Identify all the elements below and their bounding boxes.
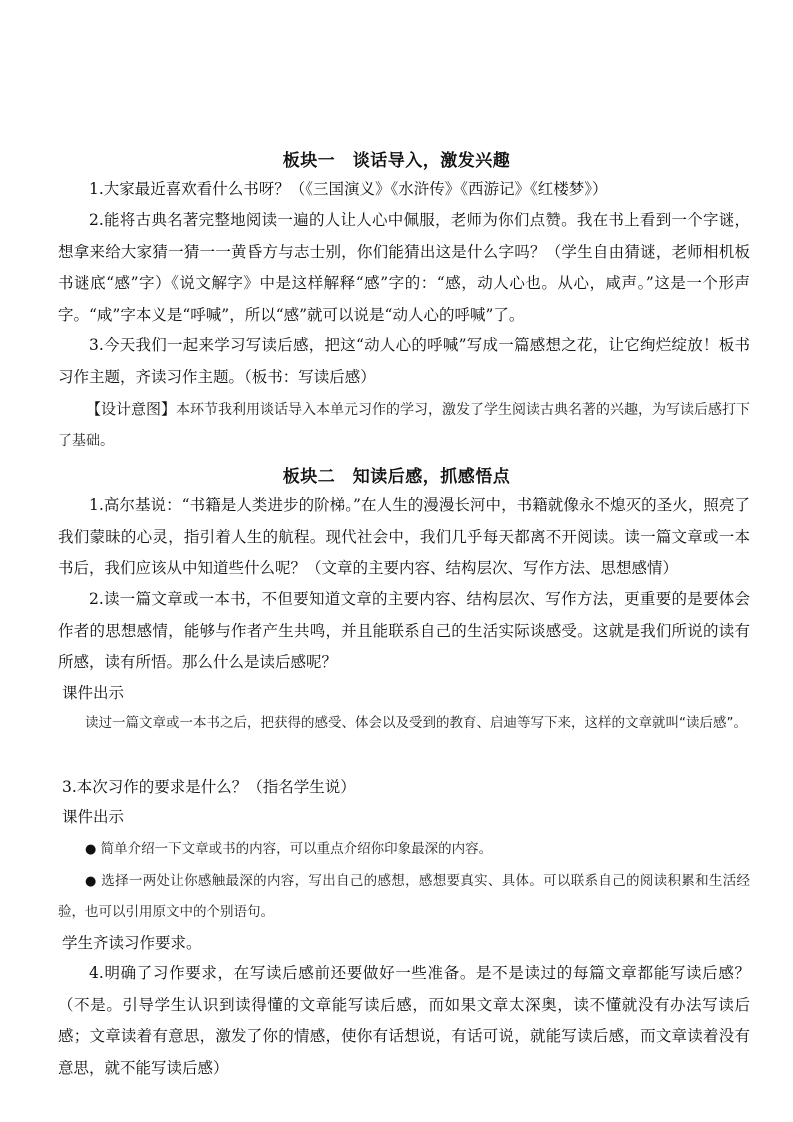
courseware-label-2: 课件出示 bbox=[62, 808, 125, 826]
design-intent-text: 本环节我利用谈话导入本单元习作的学习，激发了学生阅读古典名著的兴趣，为写读后感打下了基础。 bbox=[58, 402, 751, 449]
requirement-item-1 bbox=[58, 834, 750, 865]
design-intent-tag: 【设计意图】 bbox=[86, 400, 177, 418]
bullet-icon: ● bbox=[85, 842, 97, 857]
requirement-text-2: 选择一两处让你感触最深的内容，写出自己的感想，感想要真实、具体。可以联系自己的阅读积累和生活经验，也可以引用原文中的个别语句。 bbox=[58, 873, 751, 920]
courseware-label-1: 课件出示 bbox=[62, 684, 125, 702]
requirement-item-2 bbox=[58, 866, 750, 928]
section-1-paragraph-1: 1.大家最近喜欢看什么书呀？（《三国演义》《水浒传》《西游记》《红楼梦》） bbox=[89, 180, 608, 198]
section-2-paragraph-3: 3.本次习作的要求是什么？（指名学生说） bbox=[62, 778, 356, 796]
section-2-paragraph-2: 2.读一篇文章或一本书，不但要知道文章的主要内容、结构层次、写作方法，更重要的是要体会作者的思想感情，能够与作者产生共鸣，并且能联系自己的生活实际谈感受。这就是我们所说的读有所感，读有所悟。那么什么是读后感呢？ bbox=[58, 590, 750, 671]
requirement-text-1: 简单介绍一下文章或书的内容，可以重点介绍你印象最深的内容。 bbox=[100, 841, 493, 857]
bullet-icon: ● bbox=[85, 874, 97, 889]
design-intent-note bbox=[58, 394, 750, 457]
section-1-heading: 板块一 谈话导入，激发兴趣 bbox=[282, 151, 511, 171]
read-together-line: 学生齐读习作要求。 bbox=[62, 934, 202, 952]
section-1-paragraph-2: 2.能将古典名著完整地阅读一遍的人让人心中佩服，老师为你们点赞。我在书上看到一个字谜，想拿来给大家猜一猜一一黄昏方与志士别，你们能猜出这是什么字吗？（学生自由猜谜，老师相机板书谜底“感”字）《说文解字》中是这样解释“感”字的：“感，动人心也。从心，咸声。”这是一个形声字。“咸”字本义是“呼喊”，所以“感”就可以说是“动人心的呼喊”了。 bbox=[58, 211, 750, 324]
courseware-text-1: 读过一篇文章或一本书之后，把获得的感受、体会以及受到的教育、启迪等写下来，这样的文章就叫“读后感”。 bbox=[85, 715, 747, 731]
section-2-heading: 板块二 知读后感，抓感悟点 bbox=[282, 467, 511, 487]
section-2-paragraph-4: 4.明确了习作要求，在写读后感前还要做好一些准备。是不是读过的每篇文章都能写读后感？（不是。引导学生认识到读得懂的文章能写读后感，而如果文章太深奥，读不懂就没有办法写读后感；文章读着有意思，激发了你的情感，使你有话想说，有话可说，就能写读后感，而文章读着没有意思，就不能写读后感） bbox=[58, 964, 750, 1077]
section-1-paragraph-3: 3.今天我们一起来学习写读后感，把这“动人心的呼喊”写成一篇感想之花，让它绚烂绽放！板书习作主题，齐读习作主题。（板书：写读后感） bbox=[58, 336, 750, 386]
section-2-paragraph-1: 1.高尔基说：“书籍是人类进步的阶梯。”在人生的漫漫长河中，书籍就像永不熄灭的圣火，照亮了我们蒙昧的心灵，指引着人生的航程。现代社会中，我们几乎每天都离不开阅读。读一篇文章或一本书后，我们应该从中知道些什么呢？（文章的主要内容、结构层次、写作方法、思想感情） bbox=[58, 496, 750, 577]
